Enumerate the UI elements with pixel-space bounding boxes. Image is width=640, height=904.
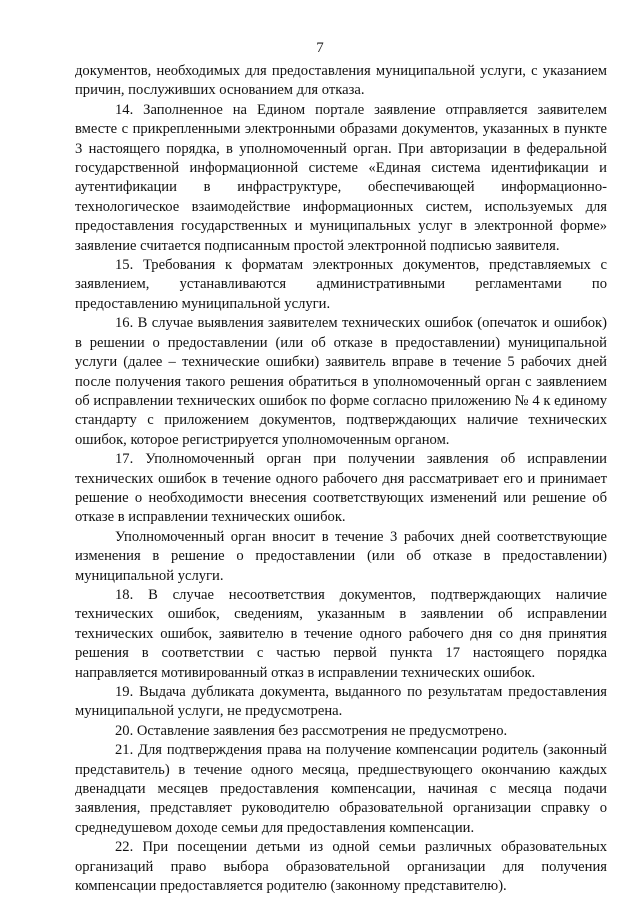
paragraph-15: 15. Требования к форматам электронных документов, представляемых с заявлением, устанавливаются административными регламентами по предоставлению муниципальной услуги. bbox=[75, 257, 607, 312]
paragraph-19: 19. Выдача дубликата документа, выданного по результатам предоставления муниципальной услуги, не предусмотрена. bbox=[75, 684, 607, 720]
document-body bbox=[75, 62, 607, 896]
paragraph-21: 21. Для подтверждения права на получение компенсации родитель (законный представитель) в течение одного месяца, предшествующего окончанию каждых двенадцати месяцев предоставления компенсации, начиная с месяца подачи заявления, представляет руководителю образовательной организации справку о среднедушевом доходе семьи для предоставления компенсации. bbox=[75, 742, 607, 836]
paragraph-17-part-2: Уполномоченный орган вносит в течение 3 рабочих дней соответствующие изменения в решение о предоставлении (или об отказе в предоставлении) муниципальной услуги. bbox=[75, 528, 607, 584]
paragraph-20: 20. Оставление заявления без рассмотрения не предусмотрено. bbox=[115, 722, 508, 739]
paragraph-14: 14. Заполненное на Едином портале заявление отправляется заявителем вместе с прикрепленными электронными образами документов, указанных в пункте 3 настоящего порядка, в уполномоченный орган. При авторизации в федеральной государственной информационной системе «Единая система идентификации и аутентификации в инфраструктуре, обеспечивающей информационно-технологическое взаимодействие информационных систем, используемых для предоставления государственных и муниципальных услуг в электронной форме» заявление считается подписанным простой электронной подписью заявителя. bbox=[75, 101, 607, 254]
page-number: 7 bbox=[316, 40, 324, 56]
paragraph-17: 17. Уполномоченный орган при получении заявления об исправлении технических ошибок в течение одного рабочего дня рассматривает его и принимает решение о необходимости внесения соответствующих изменений или решение об отказе в исправлении технических ошибок. bbox=[75, 451, 607, 526]
paragraph-18: 18. В случае несоответствия документов, подтверждающих наличие технических ошибок, сведениям, указанным в заявлении об исправлении технических ошибок, заявителю в течение одного рабочего дня со дня принятия решения в соответствии с частью первой пункта 17 настоящего порядка направляется мотивированный отказ в исправлении технических ошибок. bbox=[75, 586, 607, 681]
paragraph-16: 16. В случае выявления заявителем технических ошибок (опечаток и ошибок) в решении о предоставлении (или об отказе в предоставлении) муниципальной услуги (далее – технические ошибки) заявитель вправе в течение 5 рабочих дней после получения такого решения обратиться в уполномоченный орган с заявлением об исправлении технических ошибок по форме согласно приложению № 4 к единому стандарту с приложением документов, подтверждающих наличие технических ошибок, которое регистрируется уполномоченным органом. bbox=[75, 315, 607, 448]
paragraph-22: 22. При посещении детьми из одной семьи различных образовательных организаций право выбора образовательной организации для получения компенсации предоставляется родителю (законному представителю). bbox=[75, 839, 607, 895]
paragraph-continuation: документов, необходимых для предоставления муниципальной услуги, с указанием причин, послуживших основанием для отказа. bbox=[75, 63, 607, 99]
